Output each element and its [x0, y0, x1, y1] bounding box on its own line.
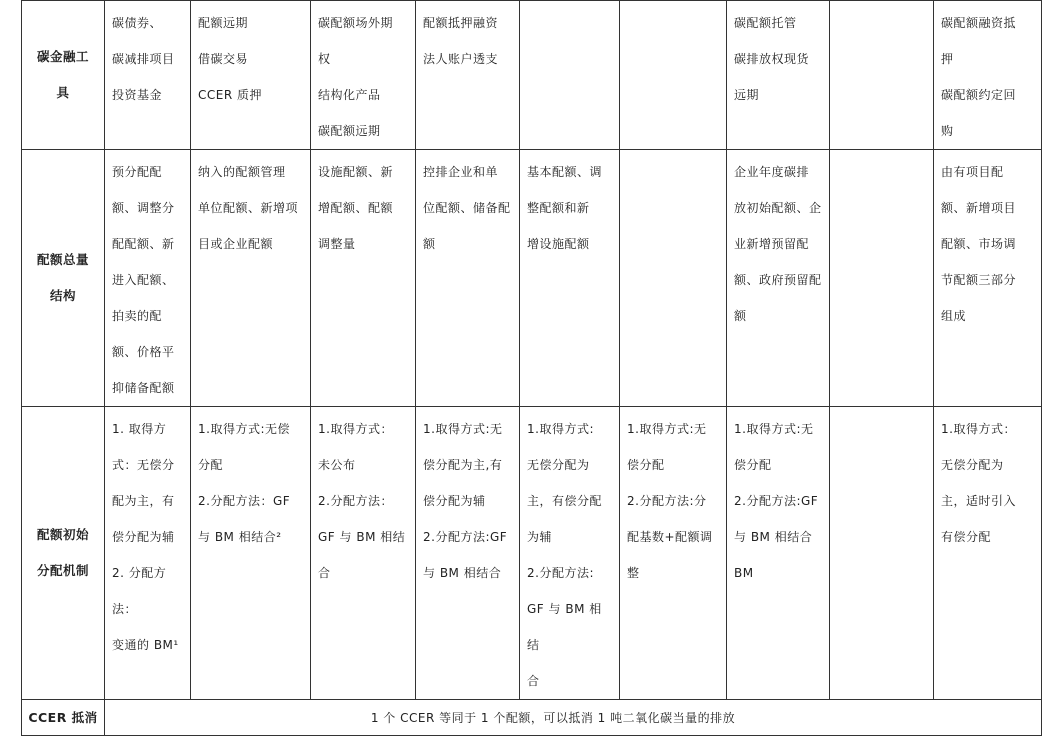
table-cell: 1. 取得方 式：无偿分 配为主，有 偿分配为辅 2. 分配方 法： 变通的 BM¹	[105, 407, 191, 700]
row-header-quota-total-structure: 配额总量 结构	[22, 150, 105, 407]
table-cell: 1.取得方式： 未公布 2.分配方法： GF 与 BM 相结 合	[311, 407, 416, 700]
row-header-carbon-finance-tools: 碳金融工 具	[22, 1, 105, 150]
table-cell: 预分配配 额、调整分 配配额、新 进入配额、 拍卖的配 额、价格平 抑储备配额	[105, 150, 191, 407]
table-cell: 由有项目配 额、新增项目 配额、市场调 节配额三部分 组成	[934, 150, 1042, 407]
row-header-initial-allocation: 配额初始 分配机制	[22, 407, 105, 700]
table-cell: 碳配额场外期 权 结构化产品 碳配额远期	[311, 1, 416, 150]
table-cell: 配额远期 借碳交易 CCER 质押	[191, 1, 311, 150]
table-cell: 企业年度碳排 放初始配额、企 业新增预留配 额、政府预留配 额	[727, 150, 830, 407]
table-cell	[620, 1, 727, 150]
table-row	[22, 1, 1042, 150]
table-cell: 1.取得方式:无 偿分配 2.分配方法:分 配基数+配额调 整	[620, 407, 727, 700]
table-cell	[830, 150, 934, 407]
table-cell: 控排企业和单 位配额、储备配 额	[416, 150, 520, 407]
table-cell: 1.取得方式:无 偿分配为主,有 偿分配为辅 2.分配方法:GF 与 BM 相结合	[416, 407, 520, 700]
table-cell: 基本配额、调 整配额和新 增设施配额	[520, 150, 620, 407]
table-cell	[830, 1, 934, 150]
table-row	[22, 150, 1042, 407]
table-cell: 纳入的配额管理 单位配额、新增项 目或企业配额	[191, 150, 311, 407]
table-cell: 碳配额融资抵 押 碳配额约定回 购	[934, 1, 1042, 150]
row-header-ccer-offset: CCER 抵消	[22, 700, 105, 736]
table-cell: 1.取得方式:无偿 分配 2.分配方法：GF 与 BM 相结合²	[191, 407, 311, 700]
table-cell: 1.取得方式： 无偿分配为 主，适时引入 有偿分配	[934, 407, 1042, 700]
ccer-offset-text: 1 个 CCER 等同于 1 个配额，可以抵消 1 吨二氧化碳当量的排放	[105, 700, 1042, 736]
table-row	[22, 407, 1042, 700]
table-cell: 1.取得方式:无 偿分配 2.分配方法:GF 与 BM 相结合 BM	[727, 407, 830, 700]
table-cell	[620, 150, 727, 407]
table-cell	[520, 1, 620, 150]
table-cell: 设施配额、新 增配额、配额 调整量	[311, 150, 416, 407]
carbon-market-comparison-table	[21, 0, 1042, 736]
table-cell: 配额抵押融资 法人账户透支	[416, 1, 520, 150]
table-cell: 1.取得方式: 无偿分配为 主，有偿分配 为辅 2.分配方法: GF 与 BM 相结 合	[520, 407, 620, 700]
table-row	[22, 700, 1042, 736]
table-cell	[830, 407, 934, 700]
table-cell: 碳配额托管 碳排放权现货 远期	[727, 1, 830, 150]
table-cell: 碳债券、 碳减排项目 投资基金	[105, 1, 191, 150]
